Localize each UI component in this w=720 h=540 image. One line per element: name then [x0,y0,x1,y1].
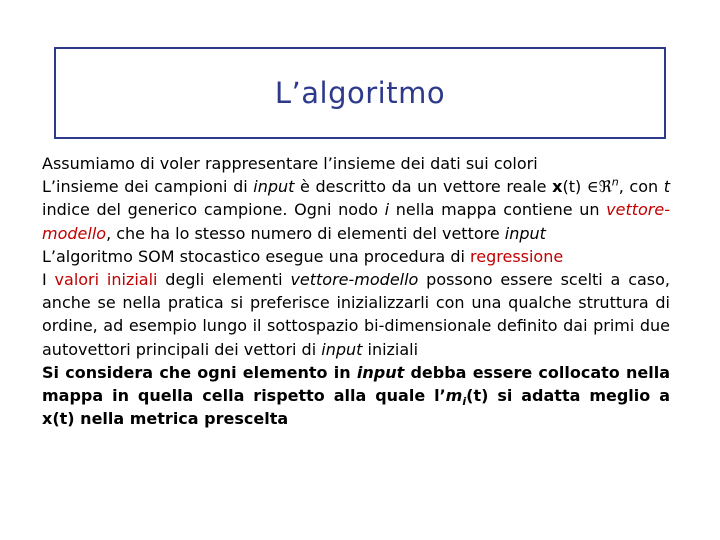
paragraph-5: Si considera che ogni elemento in input debba essere collocato nella mappa in quella cella rispetto alla quale $l’m_i(t)$ si adatta meglio a x(t) nella metrica prescelta [42,362,670,429]
paragraph-4: I valori iniziali degli elementi vettore-modello possono essere scelti a caso, anche se nella pratica si preferisce inizializzarli con una qualche struttura di ordine, ad esempio lungo il sottospazio bi-dimensionale definito dai primi due autovettori principali dei vettori di input iniziali [42,270,671,359]
slide-title: L’algoritmo [274,76,446,110]
paragraph-3: L’algoritmo SOM stocastico esegue una procedura di regressione [42,246,564,266]
vettore-modello-highlight: vettore-modello [42,200,670,243]
paragraph-2: L’insieme dei campioni di input è descritto da un vettore reale x(t) ∈ℜ$^n$, con t indice del generico campione. Ogni nodo i nella mappa contiene un vettore-modello, che ha lo stesso numero di elementi del vettore input [42,175,671,243]
real-space-symbol: ∈ℜ [586,177,612,197]
paragraph-1: Assumiamo di voler rappresentare l’insieme dei dati sui colori [42,154,538,173]
regressione-highlight: regressione [470,246,564,266]
title-box [54,47,666,139]
slide-body [42,152,670,430]
vector-x: x [552,177,563,197]
valori-iniziali-highlight: valori iniziali [54,270,158,290]
